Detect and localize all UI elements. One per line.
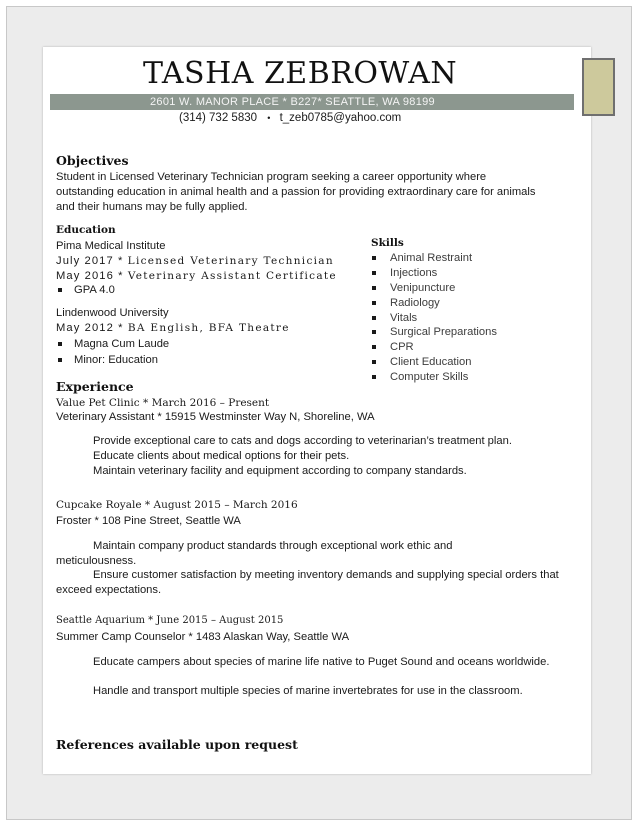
school-name: Lindenwood University: [56, 307, 169, 319]
degree-line: [56, 255, 334, 267]
degree-line: [56, 322, 290, 334]
objectives-line: and their humans may be fully applied.: [56, 201, 248, 213]
education-heading: Education: [56, 224, 116, 236]
email-address: t_zeb0785@yahoo.com: [279, 112, 402, 124]
skill-item: Surgical Preparations: [370, 325, 497, 340]
degree-detail: Licensed Veterinary Technician: [127, 255, 334, 267]
objectives-heading: Objectives: [56, 153, 129, 168]
skill-item: Venipuncture: [370, 281, 497, 296]
job-role: Veterinary Assistant * 15915 Westminster Way N, Shoreline, WA: [56, 411, 375, 423]
square-bullet-icon: [372, 316, 376, 320]
job-duty: Educate campers about species of marine life native to Puget Sound and oceans worldwide.: [93, 656, 550, 668]
job-employer: Seattle Aquarium * June 2015 – August 2015: [56, 615, 284, 626]
degree-date: July 2017 *: [56, 255, 128, 267]
references-note: References available upon request: [56, 737, 298, 752]
job-employer: Value Pet Clinic * March 2016 – Present: [56, 397, 270, 409]
square-bullet-icon: [58, 358, 62, 362]
candidate-name: TASHA ZEBROWAN: [143, 56, 458, 91]
education-bullet: Minor: Education: [56, 352, 169, 368]
square-bullet-icon: [372, 360, 376, 364]
job-role: Froster * 108 Pine Street, Seattle WA: [56, 515, 241, 527]
job-role: Summer Camp Counselor * 1483 Alaskan Way, Seattle WA: [56, 631, 350, 643]
job-duty: Handle and transport multiple species of marine invertebrates for use in the classroom.: [93, 685, 523, 697]
square-bullet-icon: [58, 288, 62, 292]
objectives-line: outstanding education in animal health and a passion for providing extraordinary care for animals: [56, 186, 536, 198]
skill-item: Vitals: [370, 310, 497, 325]
experience-heading: Experience: [56, 379, 134, 394]
phone-number: (314) 732 5830: [179, 112, 258, 124]
address-text: 2601 W. MANOR PLACE * B227* SEATTLE, WA 98199: [150, 96, 435, 108]
skill-item: Animal Restraint: [370, 251, 497, 266]
contact-separator: •: [267, 113, 271, 123]
skills-heading: Skills: [371, 237, 404, 249]
square-bullet-icon: [372, 271, 376, 275]
education-bullet: Magna Cum Laude: [56, 336, 169, 352]
contact-line: [179, 112, 401, 124]
education-bullet: GPA 4.0: [56, 282, 115, 298]
square-bullet-icon: [372, 256, 376, 260]
degree-date: May 2016 *: [56, 270, 128, 282]
job-duty: Maintain company product standards through exceptional work ethic and meticulousness.: [56, 540, 453, 567]
square-bullet-icon: [372, 286, 376, 290]
job-duty: Provide exceptional care to cats and dogs according to veterinarian’s treatment plan.: [93, 435, 512, 447]
degree-detail: Veterinary Assistant Certificate: [127, 270, 337, 282]
degree-date: May 2012 *: [56, 322, 128, 334]
job-duty: Maintain veterinary facility and equipment according to company standards.: [93, 465, 467, 477]
skill-item: CPR: [370, 340, 497, 355]
square-bullet-icon: [372, 375, 376, 379]
objectives-text: [56, 170, 535, 215]
square-bullet-icon: [372, 345, 376, 349]
skills-list: [370, 251, 497, 384]
skill-item: Computer Skills: [370, 369, 497, 384]
skill-item: Injections: [370, 266, 497, 281]
degree-detail: BA English, BFA Theatre: [127, 322, 290, 334]
square-bullet-icon: [58, 342, 62, 346]
education-bullets: [56, 336, 169, 368]
job-employer: Cupcake Royale * August 2015 – March 2016: [56, 499, 298, 511]
skill-item: Radiology: [370, 295, 497, 310]
job-duty: Ensure customer satisfaction by meeting inventory demands and supplying special orders that exceed expectations.: [56, 569, 559, 596]
job-duty: Educate clients about medical options for their pets.: [93, 450, 350, 462]
square-bullet-icon: [372, 330, 376, 334]
school-name: Pima Medical Institute: [56, 240, 166, 252]
objectives-line: Student in Licensed Veterinary Technician program seeking a career opportunity where: [56, 171, 487, 183]
accent-square: [582, 58, 615, 116]
square-bullet-icon: [372, 301, 376, 305]
degree-line: [56, 270, 337, 282]
skill-item: Client Education: [370, 355, 497, 370]
education-bullets: [56, 282, 115, 298]
